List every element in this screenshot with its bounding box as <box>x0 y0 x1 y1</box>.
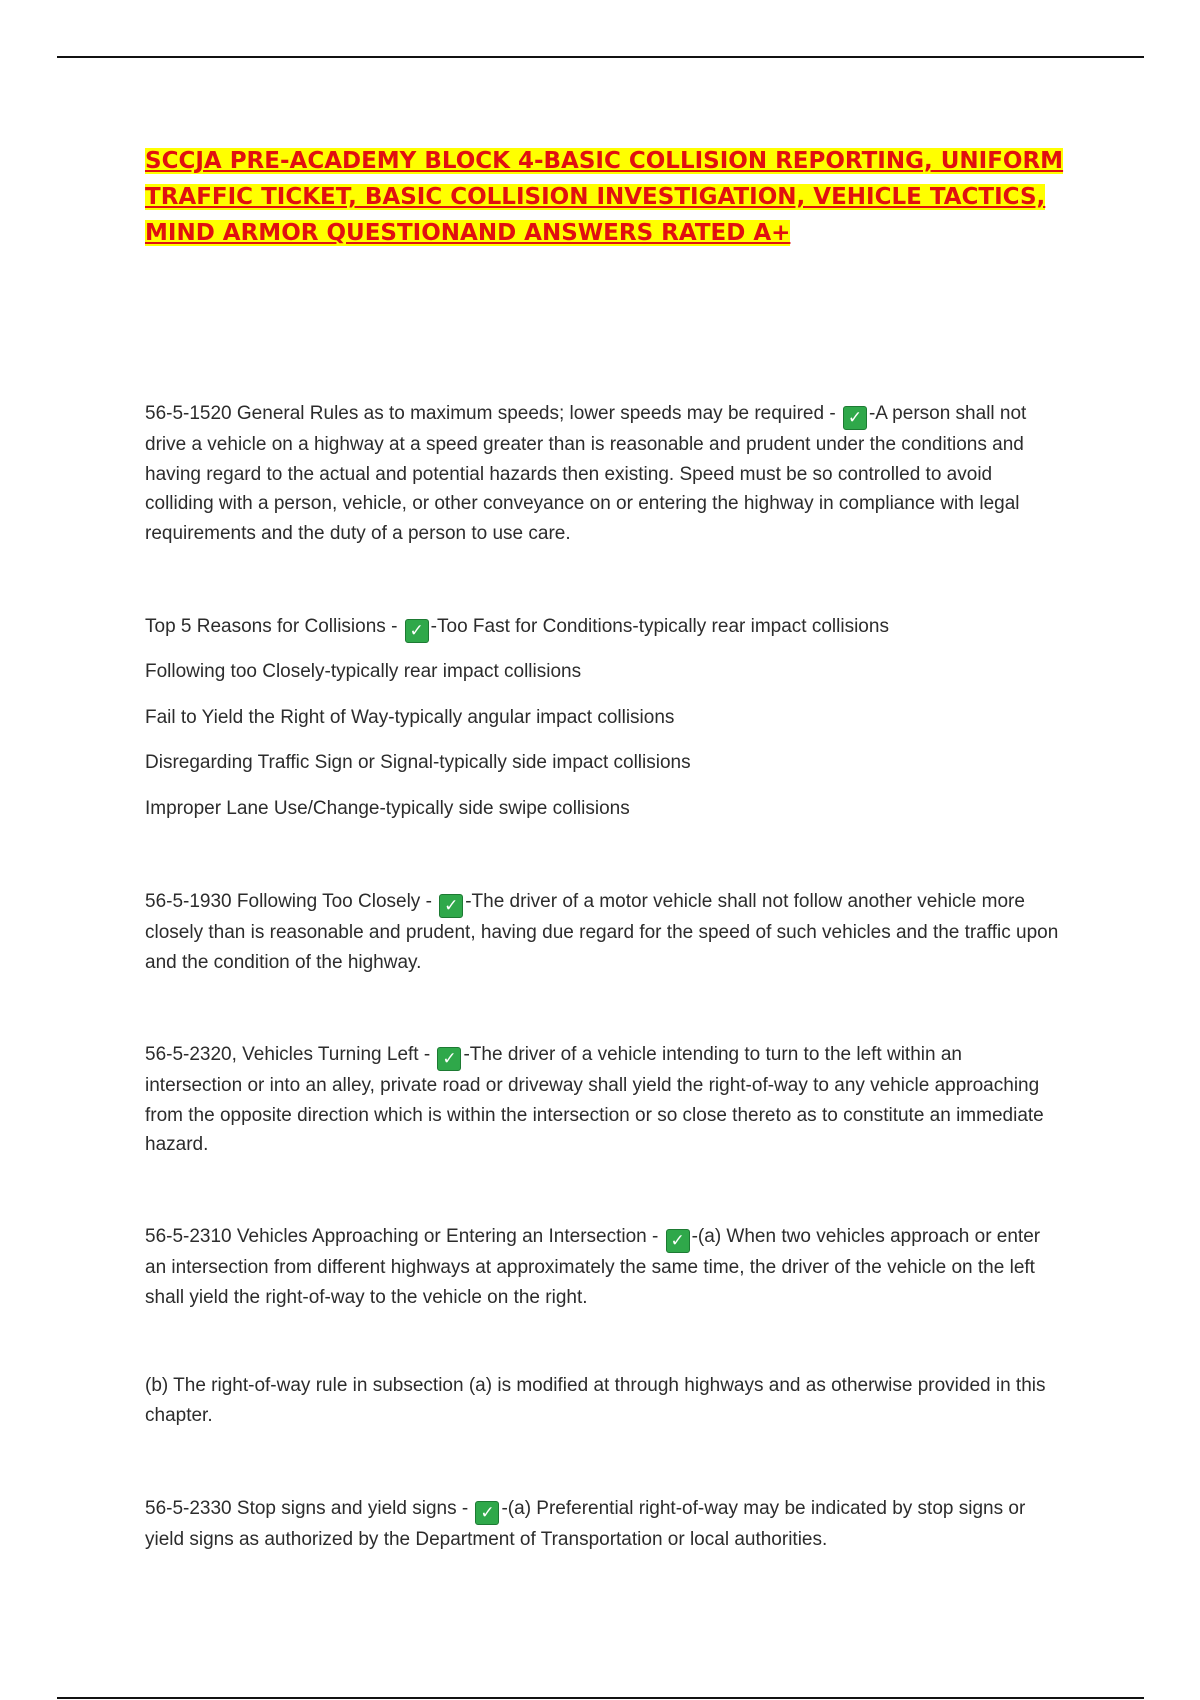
document-title <box>145 143 1065 251</box>
check-mark-icon: ✓ <box>405 619 429 643</box>
qa-item-stop-yield-signs <box>145 1494 1060 1555</box>
check-mark-icon: ✓ <box>666 1229 690 1253</box>
check-mark-icon: ✓ <box>437 1047 461 1071</box>
check-mark-icon: ✓ <box>439 894 463 918</box>
answer-text: -(a) When two vehicles approach or enter an intersection from different highways at approximately the same time, the driver of the vehicle on the left shall yield the right-of-way to the vehicle on the right. <box>145 1226 1041 1308</box>
answer-text: -A person shall not drive a vehicle on a highway at a speed greater than is reasonable and prudent under the conditions and having regard to the actual and potential hazards then existing. Speed must be so controlled to avoid colliding with a person, vehicle, or other conveyance on or entering the highway in compliance with legal requirements and the duty of a person to use care. <box>145 403 1027 544</box>
answer-text: -The driver of a motor vehicle shall not follow another vehicle more closely than is reasonable and prudent, having due regard for the speed of such vehicles and the traffic upon and the condition of the highway. <box>145 891 1059 973</box>
question-text: Top 5 Reasons for Collisions - <box>145 616 403 637</box>
question-text: 56-5-2330 Stop signs and yield signs - <box>145 1498 474 1519</box>
qa-item-following-too-closely <box>145 887 1060 977</box>
question-text: 56-5-2310 Vehicles Approaching or Entering an Intersection - <box>145 1226 664 1247</box>
answer-text: -The driver of a vehicle intending to turn to the left within an intersection or into an alley, private road or driveway shall yield the right-of-way to any vehicle approaching from the opposite direction which is within the intersection or so close thereto as to constitute an immediate hazard. <box>145 1044 1044 1155</box>
answer-continuation-line: Fail to Yield the Right of Way-typically angular impact collisions <box>145 707 675 728</box>
qa-item-intersection <box>145 1222 1060 1312</box>
check-mark-icon: ✓ <box>843 406 867 430</box>
answer-continuation-line: Following too Closely-typically rear impact collisions <box>145 661 582 682</box>
page-bottom-rule <box>57 1697 1144 1699</box>
qa-item-collision-reasons <box>145 612 1060 643</box>
answer-continuation-line: (b) The right-of-way rule in subsection (a) is modified at through highways and as otherwise provided in this chapter. <box>145 1375 1046 1426</box>
answer-text: -(a) Preferential right-of-way may be indicated by stop signs or yield signs as authorized by the Department of Transportation or local authorities. <box>145 1498 1026 1550</box>
page-top-rule <box>57 56 1144 58</box>
check-mark-icon: ✓ <box>475 1501 499 1525</box>
qa-item-turning-left <box>145 1040 1060 1160</box>
answer-continuation-line: Disregarding Traffic Sign or Signal-typically side impact collisions <box>145 752 691 773</box>
document-title-text: SCCJA PRE-ACADEMY BLOCK 4-BASIC COLLISION REPORTING, UNIFORM TRAFFIC TICKET, BASIC COLLISION INVESTIGATION, VEHICLE TACTICS, MIND ARMOR QUESTIONAND ANSWERS RATED A+ <box>145 148 1064 246</box>
answer-text: -Too Fast for Conditions-typically rear impact collisions <box>430 616 889 637</box>
answer-continuation-line: Improper Lane Use/Change-typically side swipe collisions <box>145 798 630 819</box>
qa-item-speed-rules <box>145 399 1060 548</box>
question-text: 56-5-2320, Vehicles Turning Left - <box>145 1044 436 1065</box>
question-text: 56-5-1930 Following Too Closely - <box>145 891 438 912</box>
question-text: 56-5-1520 General Rules as to maximum speeds; lower speeds may be required - <box>145 403 841 424</box>
